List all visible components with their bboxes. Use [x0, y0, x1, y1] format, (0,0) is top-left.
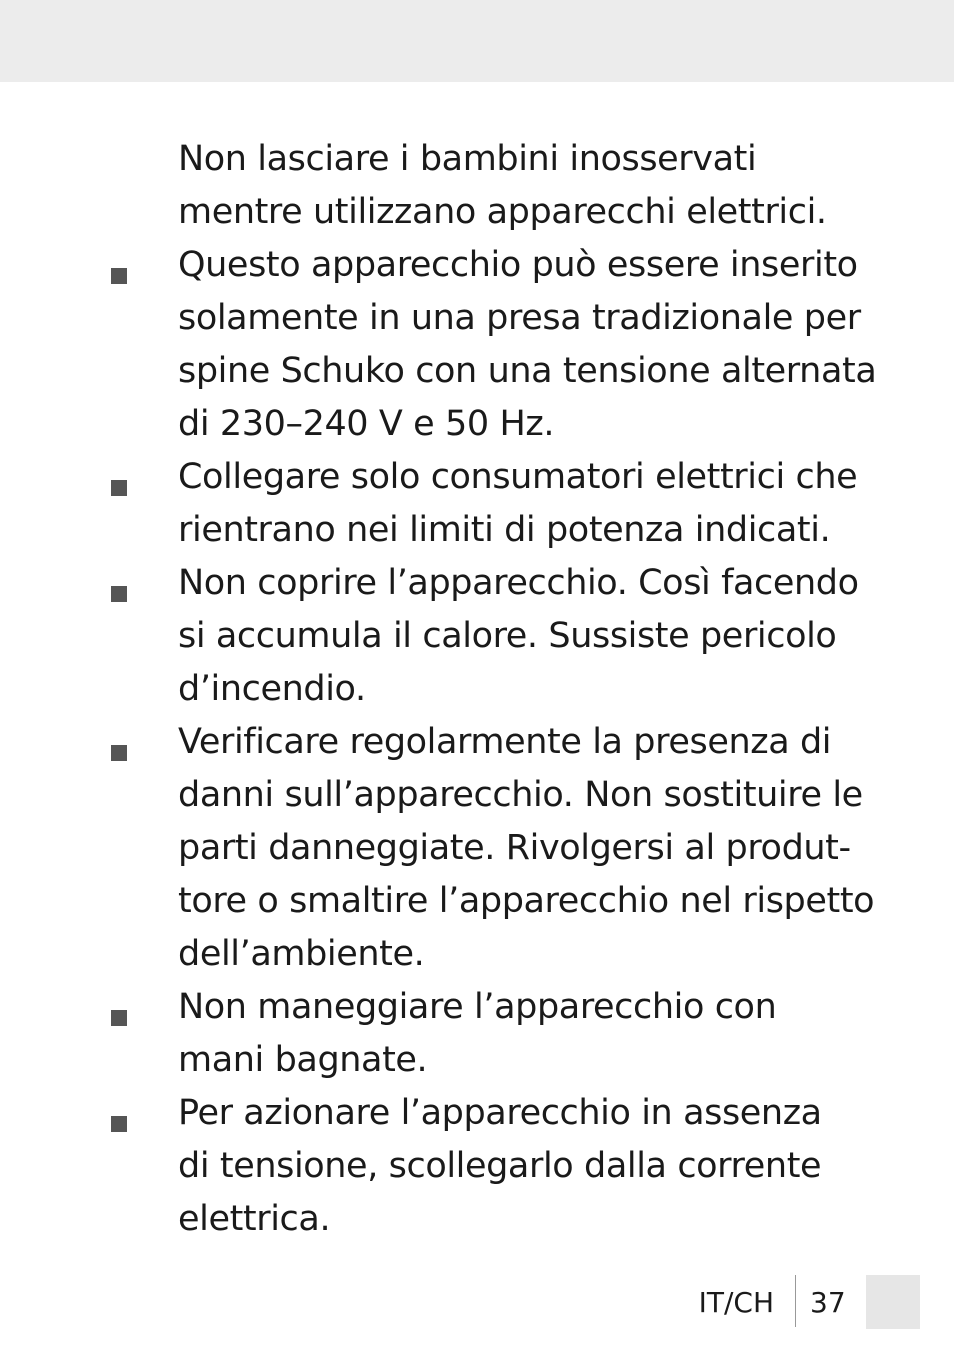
text-line — [0, 504, 954, 557]
line-text: Collegare solo consumatori elettrici che — [178, 457, 858, 497]
text-line — [0, 451, 954, 504]
text-line — [0, 663, 954, 716]
line-text: Non maneggiare l’apparecchio con — [178, 987, 777, 1027]
text-line — [0, 1193, 954, 1246]
text-line — [0, 1140, 954, 1193]
text-line — [0, 822, 954, 875]
text-line — [0, 557, 954, 610]
text-line — [0, 345, 954, 398]
page-footer — [0, 1275, 954, 1331]
line-text: mani bagnate. — [178, 1040, 428, 1080]
line-text: spine Schuko con una tensione alternata — [178, 351, 877, 391]
line-text: Per azionare l’apparecchio in assenza — [178, 1093, 822, 1133]
bullet-square-icon — [111, 480, 127, 496]
footer-divider — [795, 1275, 796, 1327]
text-line — [0, 769, 954, 822]
bullet-square-icon — [111, 1116, 127, 1132]
line-text: di tensione, scollegarlo dalla corrente — [178, 1146, 822, 1186]
text-line — [0, 875, 954, 928]
document-body — [0, 133, 954, 1246]
text-line — [0, 928, 954, 981]
page-corner-tab — [866, 1275, 920, 1329]
text-line — [0, 1087, 954, 1140]
text-line — [0, 186, 954, 239]
line-text: rientrano nei limiti di potenza indicati. — [178, 510, 831, 550]
line-text: Questo apparecchio può essere inserito — [178, 245, 858, 285]
text-line — [0, 133, 954, 186]
line-text: danni sull’apparecchio. Non sostituire le — [178, 775, 863, 815]
line-text: d’incendio. — [178, 669, 366, 709]
bullet-square-icon — [111, 1010, 127, 1026]
text-line — [0, 398, 954, 451]
header-band — [0, 0, 954, 82]
bullet-square-icon — [111, 745, 127, 761]
line-text: Non coprire l’apparecchio. Così facendo — [178, 563, 859, 603]
line-text: tore o smaltire l’apparecchio nel rispetto — [178, 881, 875, 921]
text-line — [0, 239, 954, 292]
text-line — [0, 292, 954, 345]
text-line — [0, 610, 954, 663]
text-line — [0, 981, 954, 1034]
line-text: Non lasciare i bambini inosservati — [178, 139, 757, 179]
language-label: IT/CH — [698, 1286, 774, 1319]
text-line — [0, 716, 954, 769]
line-text: parti danneggiate. Rivolgersi al produt- — [178, 828, 851, 868]
line-text: si accumula il calore. Sussiste pericolo — [178, 616, 837, 656]
line-text: dell’ambiente. — [178, 934, 425, 974]
bullet-square-icon — [111, 268, 127, 284]
bullet-square-icon — [111, 586, 127, 602]
line-text: solamente in una presa tradizionale per — [178, 298, 861, 338]
line-text: Verificare regolarmente la presenza di — [178, 722, 832, 762]
line-text: elettrica. — [178, 1199, 331, 1239]
line-text: di 230–240 V e 50 Hz. — [178, 404, 555, 444]
line-text: mentre utilizzano apparecchi elettrici. — [178, 192, 827, 232]
text-line — [0, 1034, 954, 1087]
page-number: 37 — [810, 1286, 846, 1319]
